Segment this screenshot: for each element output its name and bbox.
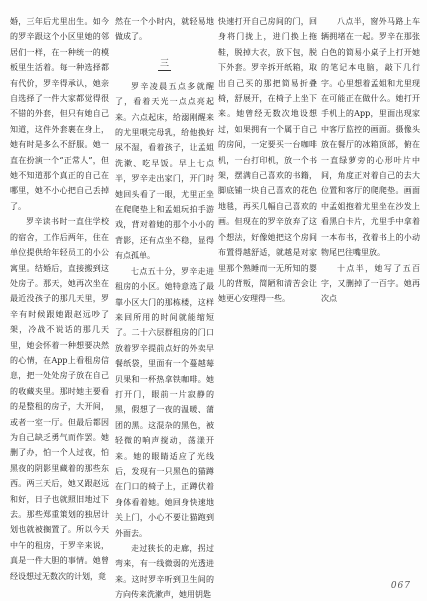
paragraph: 婚，三年后尤里出生。如今的罗辛跟这个小区里她的邻居们一样，在一种统一的模板里生活着。每一种选择都有代价，罗辛得承认，她亲自选择了一件大家都觉得很不错的外套，但只有她自己知道，这件外套裹在身上，她有时是多么不舒服。她一直在扮演一个“正常人”，但她不知道那个真正的自己在哪里，她不小心把自己丢掉了。 (10, 17, 109, 211)
text-column-4 (321, 14, 420, 584)
paragraph: 八点半，窗外马路上车辆拥堵在一起。罗辛在那张白色的简易小桌子上打开她的笔记本电脑，敲下几行字。心里想着孟姐和尤里现在可能正在做什么。她打开手机上的App，里面出现家中客厅监控的画面。摄像头放在餐厅的冰箱顶部，俯在一直绿萝旁的心形叶片中间，角度正对着自己的去大位置和客厅的爬爬垫。画面中孟姐抱着尤里坐在沙发上看黑白卡片，尤里手中拿着一本布书，孜着书上的小动物尾巴往嘴里放。 (321, 17, 420, 258)
text-column-2 (115, 14, 214, 600)
paragraph: 走过狭长的走廊，拐过弯来，有一线微弱的光透进来。这时罗辛听到卫生间的方向传来洗漱声，她用钥匙 (115, 544, 214, 600)
paragraph: 罗辛读书时一直住学校的宿舍，工作后两年，住在单位提供给年轻员工的小公寓里。结婚后，直接搬到这处房子。那天，她再次坐在最近没孩子的那几天里，罗辛有时候跟她跟赵远吵了架，冷战不说话的那几天里，她会怀着一种想要决然的心情，在App上看租房信息，把一处处房子放在自己的收藏夹里。那时她主要看的是整租的房子，大开间，或者一室一厅。但最后都因为自己缺乏勇气而作罢。她删了办，怕一个人过夜，怕黑夜的阴影里藏着的那些东西。两三天后，她又跟赵远和好，日子也就照旧地过下去。那些郑重策划的独居计划也就被搁置了。所以今天中午的租房，于罗辛来说，真是一件大胆的事情。她曾经设想过无数次的计划，竟 (10, 217, 109, 581)
text-column-1 (10, 14, 109, 584)
section-heading (115, 59, 214, 71)
text-column-3 (218, 14, 317, 584)
section-number: 三 (159, 58, 169, 69)
page-number: 067 (390, 581, 411, 591)
paragraph: 十点半，她写了五百字，又删掉了一百字。她再次点 (321, 263, 420, 304)
paragraph: 罗辛凌晨五点多就醒了，看着天光一点点亮起来。六点起床，给溺刚醒来的尤里喂完母乳，给他换好尿不湿，看着孩子，让孟姐洗漱、吃早饭。早上七点半，罗辛走出家门，开门时她回头看了一眼，尤里正坐在爬爬垫上和孟姐玩拍手游戏，背对着她的那个小小的背影，还有点坐不稳，显得有点孤单。 (115, 81, 214, 261)
paragraph: 快速打开自己房间的门，回身将门拢上，进门换上拖鞋，脱掉大衣，放下包，脱下外套。罗辛拆开纸箱，取出自己买的那把简易折叠椅，舒展开，在椅子上坐下来。她曾经无数次地设想过，如果拥有一个属于自己的房间，一定要买一台咖啡机，一台打印机，放一个书架，摆满自己喜欢的书籍，脚底铺一块自己喜欢的花色地毯，再买几幅自己喜欢的画。但现在的罗辛放弃了这个想法，好像她把这个房间布置得越舒适，就越是对家里那个熟睡而一无所知的婴儿的背叛，简陋和清苦会让她更心安理得一些。 (218, 17, 317, 304)
paragraph: 七点五十分，罗辛走进租房的小区。她特意选了最靠小区大门的那栋楼，这样来回所用的时间就能缩短了。二十六层群租房的门口放着罗辛提前点好的外卖早餐纸袋，里面有一个蔓越莓贝果和一杯热拿铁咖啡。她打开门，眼前一片寂静的黑，假想了一夜的温暖、蒲团的黑。这混杂的黑色，被轻微的响声搅动，荡漾开来。她的眼睛适应了光线后，发现有一只黑色的猫蹲在门口的椅子上，正蹲伏着身体看着她。她回身快速地关上门，小心不要让猫跑到外面去。 (115, 266, 214, 538)
paragraph: 然在一个小时内，就轻易地做成了。 (115, 17, 214, 42)
